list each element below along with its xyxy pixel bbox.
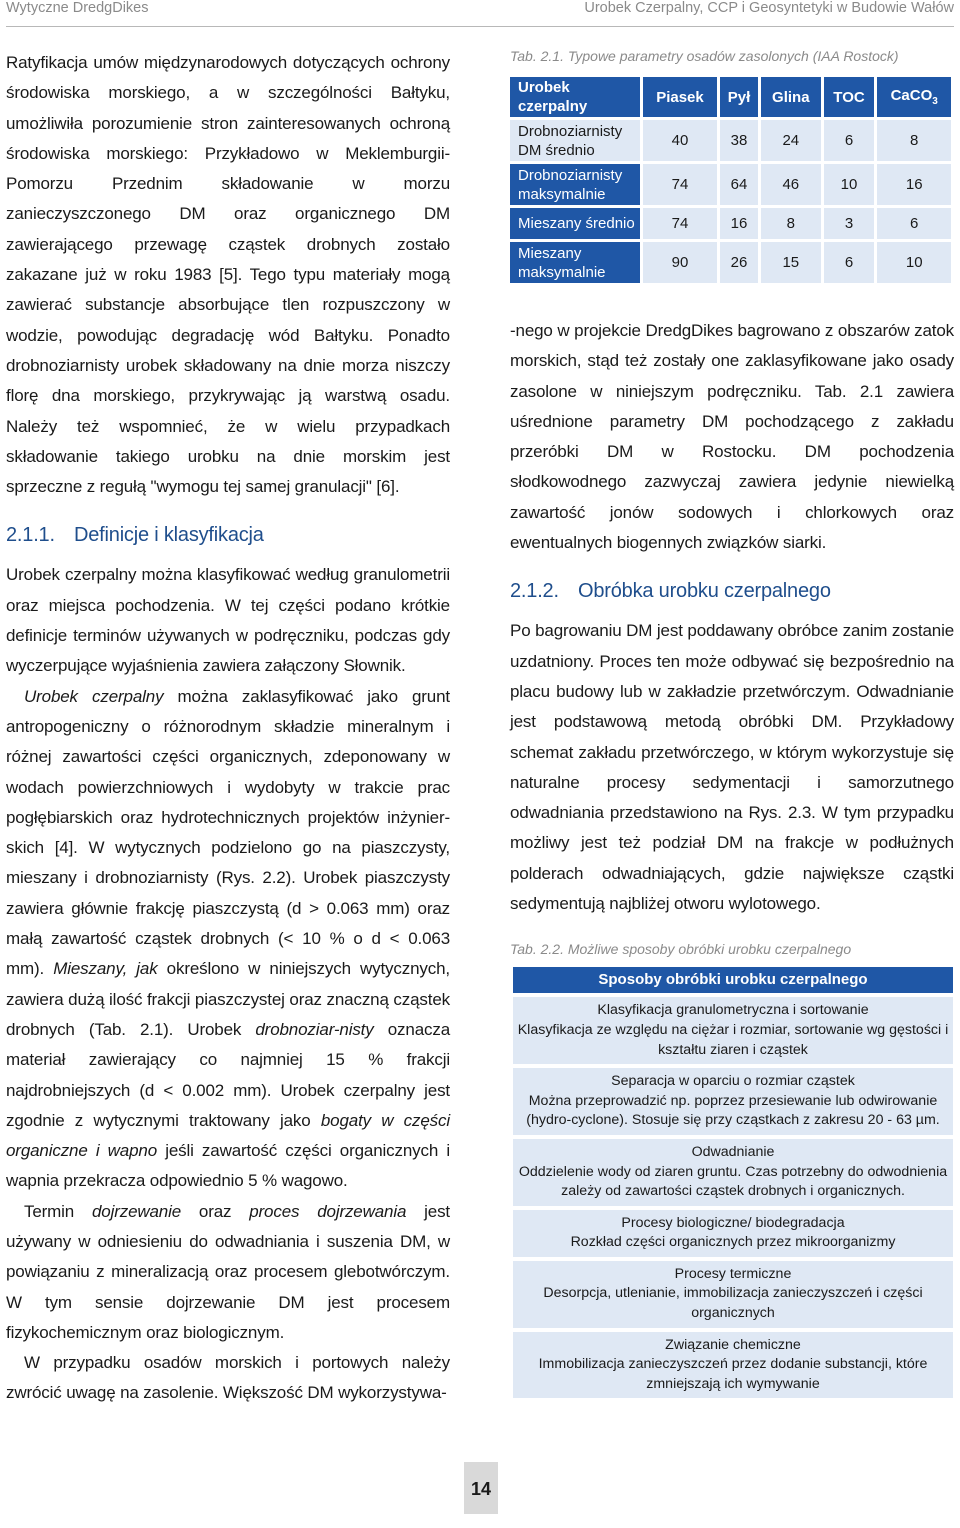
treatment-method-item xyxy=(513,1139,953,1206)
table-cell: 74 xyxy=(643,164,717,205)
text-run: Termin xyxy=(24,1201,92,1221)
text-run: jeśli zawartość części organicznych i wapnia przekracza odpowiednio 5 % wagowo. xyxy=(6,1141,450,1191)
paragraph-classification-intro: Urobek czerpalny można klasyfikować według granulometrii oraz miejsca pochodzenia. W tej części podano krótkie definicje terminów używanych w podręczniku, podczas gdy wyczerpujące wyjaśnienia zawiera załączony Słownik. xyxy=(6,565,450,676)
paragraph-salinity-continued: -nego w projekcie DredgDikes bagrowano z obszarów zatok morskich, stąd też zostały one zaklasyfikowane jako osady zasolone w niniejszym podręczniku. Tab. 2.1 zawiera uśrednione parametry DM pochodzącego z zakładu przeróbki DM w Rostocku. DM pochodzenia słodkowodnego zazwyczaj zawiera jedynie niewielką zawartość jonów sodowych i chlorkowych oraz ewentualnych biogennych związków siarki. xyxy=(510,321,954,553)
table-cell: 3 xyxy=(824,208,875,239)
treatment-method-item xyxy=(513,1210,953,1257)
method-description: Desorpcja, utlenianie, immobilizacja zanieczyszczeń i części organicznych xyxy=(543,1285,923,1322)
table-cell: 46 xyxy=(761,164,821,205)
section-number: 2.1.1. xyxy=(6,524,55,547)
treatment-method-item xyxy=(513,1332,953,1399)
table-row xyxy=(510,242,951,283)
table-1-caption: Tab. 2.1. Typowe parametry osadów zasolonych (IAA Rostock) xyxy=(510,48,899,64)
table-cell: 6 xyxy=(824,120,875,161)
header-subscript: 3 xyxy=(932,96,938,107)
paragraph-ripening xyxy=(6,1197,450,1348)
table-row xyxy=(510,120,951,161)
table-cell: 8 xyxy=(761,208,821,239)
text-run: oznacza materiał zawierający co najmniej 15 % frakcji najdrobniejszych (d < 0.002 mm). Urobek czerpalny jest zgodnie z wytycznymi traktowany jako xyxy=(6,1019,450,1130)
row-label: Mieszany średnio xyxy=(510,208,640,239)
page-header xyxy=(0,0,960,28)
table-header-cell: Urobek czerpalny xyxy=(510,77,640,117)
text-run: określono w niniejszych wytycznych, zawiera dużą ilość frakcji piaszczystej oraz znaczną cząstek drobnych (Tab. 2.1). Urobek xyxy=(6,959,450,1039)
paragraph-salinity: W przypadku osadów morskich i portowych należy zwrócić uwagę na zasolenie. Większość DM wykorzystywa- xyxy=(6,1353,450,1403)
table-cell: 8 xyxy=(877,120,951,161)
text-run: można zaklasyfikować jako grunt antropogeniczny o różnorodnym składzie mineralnym i różnej zawartości części organicznych, zdeponowany w wodach powierzchniowych i wydobyty w trakcie prac pogłębiarskich oraz hydrotechnicznych projektów inżynier-skich [4]. W wytycznych podzielono go na piaszczysty, mieszany i drobnoziarnisty (Rys. 2.2). Urobek piaszczysty zawiera głównie frakcję piaszczystą (d > 0.063 mm) oraz małą zawartość cząstek drobnych (< 10 % o d < 0.063 mm). xyxy=(6,686,450,979)
paragraph-ratification: Ratyfikacja umów międzynarodowych dotyczących ochrony środowiska morskiego, a w szczególności Bałtyku, umożliwiła porozumienie stron zainteresowanych ochroną środowiska morskiego: Przykładowo w Meklemburgii-Pomorzu Przednim składowanie w morzu zanieczyszczonego DM oraz organicznego DM zawierającego przewagę cząstek drobnych zostało zakazane już w roku 1983 [5]. Tego typu materiały mogą zawierać substancje absorbujące tlen rozpuszczony w wodzie, powodując degradację wód Bałtyku. Ponadto drobnoziarnisty urobek składowany na dnie morza niszczy florę dna morskiego, przykrywając ją warstwą osadu. Należy też wspomnieć, że w wielu przypadkach składowanie takiego urobku na dnie morskim jest sprzeczne z regułą "wymogu tej samej granulacji" [6]. xyxy=(6,53,450,497)
table-cell: 40 xyxy=(643,120,717,161)
method-description: Rozkład części organicznych przez mikroorganizmy xyxy=(570,1234,896,1251)
paragraph-dredged-material-definition xyxy=(6,682,450,1197)
table-row xyxy=(510,208,951,239)
row-label: Drobnoziarnisty maksymalnie xyxy=(510,164,640,205)
method-description: Immobilizacja zanieczyszczeń przez dodanie substancji, które zmniejszają ich wymywanie xyxy=(538,1356,928,1392)
table-cell: 74 xyxy=(643,208,717,239)
italic-term: drobnoziar-nisty xyxy=(255,1019,374,1039)
method-title: Odwadnianie xyxy=(691,1143,775,1160)
table-cell: 26 xyxy=(720,242,758,283)
table-header-cell: Glina xyxy=(761,77,821,117)
table-1-sediment-parameters xyxy=(507,74,954,286)
page-number: 14 xyxy=(464,1462,498,1514)
left-column xyxy=(6,48,450,1409)
header-text: CaCO xyxy=(890,87,933,104)
table-cell: 64 xyxy=(720,164,758,205)
table-header-cell: Pył xyxy=(720,77,758,117)
table-cell: 16 xyxy=(877,164,951,205)
section-title: Obróbka urobku czerpalnego xyxy=(578,580,831,603)
section-heading-2-1-2 xyxy=(510,578,954,604)
method-title: Procesy biologiczne/ biodegradacja xyxy=(621,1214,845,1231)
method-title: Klasyfikacja granulometryczna i sortowanie xyxy=(597,1002,869,1019)
table-header-cell: Piasek xyxy=(643,77,717,117)
section-number: 2.1.2. xyxy=(510,580,559,603)
section-title: Definicje i klasyfikacja xyxy=(74,524,264,547)
table-cell: 38 xyxy=(720,120,758,161)
italic-term: bogaty w części organiczne i wapno xyxy=(6,1110,450,1161)
method-description: Można przeprowadzić np. poprzez przesiewanie lub odwirowanie (hydro-cyclone). Stosuje się przy cząstkach z zakresu 20 - 63 µm. xyxy=(526,1092,940,1129)
table-cell: 6 xyxy=(877,208,951,239)
text-run: jest używany w odniesieniu do odwadniania i suszenia DM, w powiązaniu z mineralizacją oraz procesem glebotwórczym. W tym sensie dojrzewanie DM jest procesem fizykochemicznym oraz biologicznym. xyxy=(6,1201,450,1342)
method-title: Związanie chemiczne xyxy=(665,1336,801,1353)
italic-term: proces dojrzewania xyxy=(249,1201,407,1221)
table-header-row xyxy=(510,77,951,117)
section-heading-2-1-1 xyxy=(6,522,450,548)
table-header-cell: TOC xyxy=(824,77,875,117)
table-2-treatment-methods xyxy=(513,967,953,1398)
table-cell: 10 xyxy=(877,242,951,283)
method-description: Oddzielenie wody od ziaren gruntu. Czas potrzebny do odwodnienia zależy od zawartości cząstek drobnych i organicznych. xyxy=(518,1163,948,1200)
text-run: oraz xyxy=(181,1201,250,1221)
table-cell: 16 xyxy=(720,208,758,239)
treatment-method-item xyxy=(513,1261,953,1328)
table-2-caption: Tab. 2.2. Możliwe sposoby obróbki urobku czerpalnego xyxy=(510,941,852,958)
table-cell: 10 xyxy=(824,164,875,205)
treatment-method-item xyxy=(513,997,953,1064)
method-title: Separacja w oparciu o rozmiar cząstek xyxy=(611,1073,855,1090)
italic-term: dojrzewanie xyxy=(91,1201,182,1221)
italic-term: Mieszany, jak xyxy=(53,959,158,979)
italic-term: Urobek czerpalny xyxy=(24,686,164,706)
table-2-header: Sposoby obróbki urobku czerpalnego xyxy=(513,967,953,993)
table-cell: 6 xyxy=(824,242,875,283)
table-cell: 24 xyxy=(761,120,821,161)
table-cell: 90 xyxy=(643,242,717,283)
table-row xyxy=(510,164,951,205)
paragraph-treatment: Po bagrowaniu DM jest poddawany obróbce zanim zostanie uzdatniony. Proces ten może odbywać się bezpośrednio na placu budowy lub w zakładzie przetwórczym. Odwadnianie jest podstawową metodą obróbki DM. Przykładowy schemat zakładu przetwórczego, w którym wykorzystuje się naturalne procesy sedymentacji i samorzutnego odwadniania przedstawiono na Rys. 2.3. W tym przypadku możliwy jest też podział DM na frakcje w podłużnych polderach odwadniających, gdzie największe cząstki sedymentują najbliżej otworu wylotowego. xyxy=(510,621,954,914)
table-cell: 15 xyxy=(761,242,821,283)
header-left-title: Wytyczne DredgDikes xyxy=(6,0,149,16)
table-header-cell xyxy=(877,77,951,117)
row-label: Mieszany maksymalnie xyxy=(510,242,640,283)
method-title: Procesy termiczne xyxy=(674,1265,792,1282)
header-right-title: Urobek Czerpalny, CCP i Geosyntetyki w Budowie Wałów xyxy=(584,0,954,16)
method-description: Klasyfikacja ze względu na ciężar i rozmiar, sortowanie wg gęstości i kształtu ziaren i cząstek xyxy=(517,1021,949,1058)
header-rule xyxy=(6,26,954,27)
row-label: Drobnoziarnisty DM średnio xyxy=(510,120,640,161)
right-column xyxy=(510,48,954,1398)
treatment-method-item xyxy=(513,1068,953,1135)
